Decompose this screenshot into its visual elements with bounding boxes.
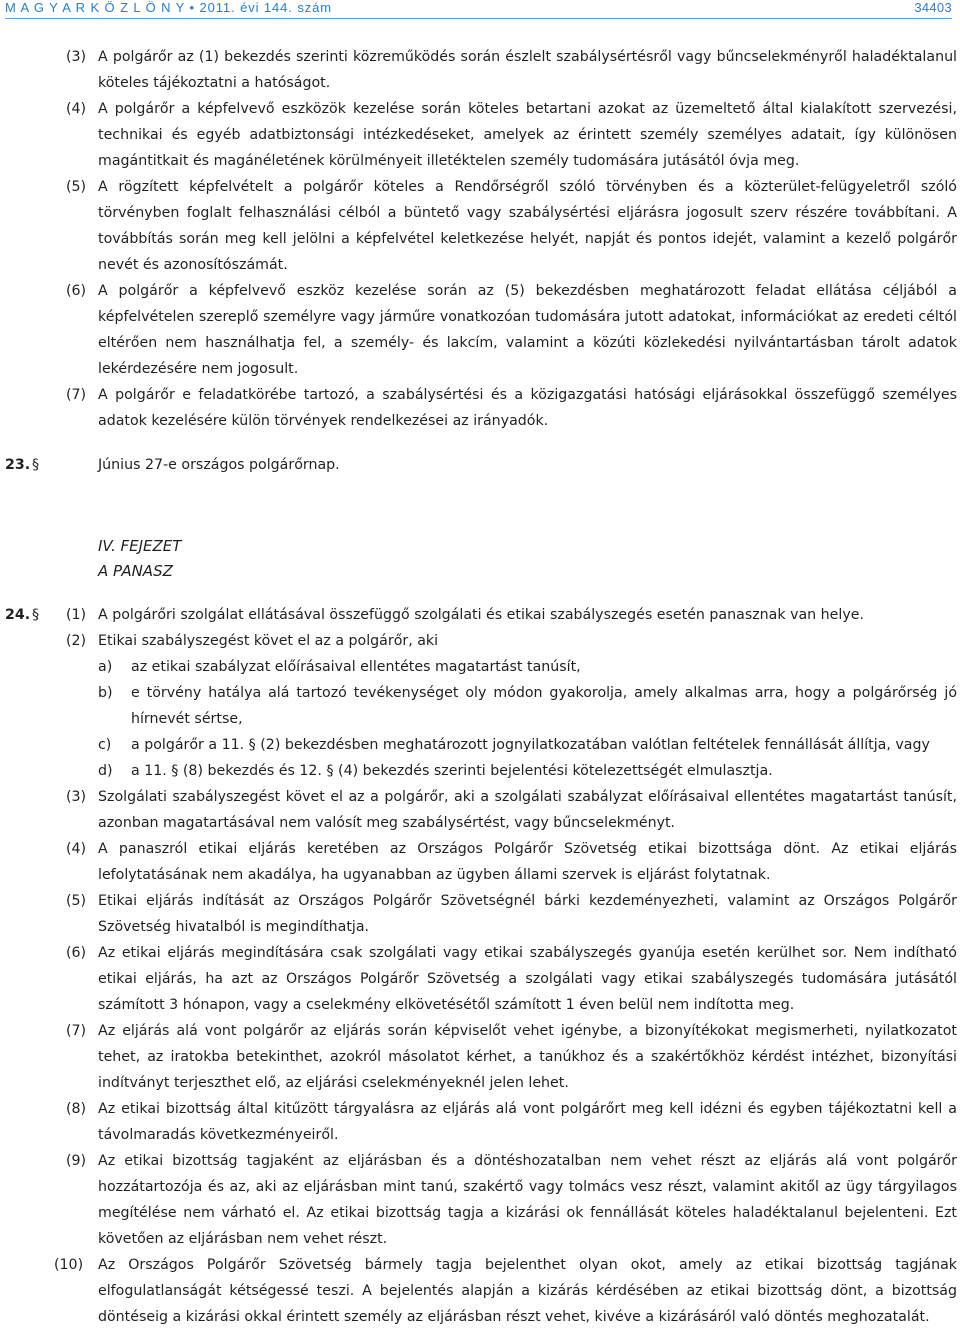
paragraph-text: A polgárőr a képfelvevő eszköz kezelése során az (5) bekezdésben meghatározott feladat ellátása céljából a képfelvételen szereplő személyre vagy járműre vonatkozóan tudomására jutott adatokat, információkat az eredeti céltól eltérően nem használhatja fel, a személy- és lakcím, valamint a közúti közlekedési nyilvántartásban tárolt adatok lekérdezésére nem jogosult. bbox=[98, 283, 957, 377]
paragraph-number: (1) bbox=[66, 607, 87, 623]
paragraph-text: A polgárőr a képfelvevő eszközök kezelése során köteles betartani azokat az üzemeltető által kialakított szervezési, technikai és egyéb adatbiztonsági intézkedéseket, amelyek az érintett személy személyes adatait, így különösen magántitkait és magánéletének körülményeit illetéktelen személy tudomására jutásától óvja meg. bbox=[98, 101, 957, 169]
chapter-title: A PANASZ bbox=[98, 562, 173, 580]
paragraph-7 bbox=[0, 382, 960, 434]
paragraph-8 bbox=[0, 1096, 960, 1148]
paragraph-text: Etikai eljárás indítását az Országos Polgárőr Szövetségnél bárki kezdeményezheti, valamint az Országos Polgárőr Szövetség hivatalból is megindíthatja. bbox=[98, 893, 957, 935]
list-item-c bbox=[0, 732, 960, 758]
paragraph-text: Az Országos Polgárőr Szövetség bármely tagja bejelenthet olyan okot, amely az etikai bizottság tagjának elfogulatlanságát kétségessé teszi. A bejelentés alapján a kizárás kérdésében az etikai bizottság dönt, a bizottság döntéseig a kizárási okkal érintett személy az eljárásban részt vehet, kivéve a kizárásáról való döntés meghozatalát. bbox=[98, 1257, 957, 1325]
section-text: Június 27-e országos polgárőrnap. bbox=[98, 457, 340, 473]
paragraph-number: (8) bbox=[66, 1101, 87, 1117]
section-sign: § bbox=[32, 607, 40, 623]
list-item-a bbox=[0, 654, 960, 680]
list-text: a 11. § (8) bekezdés és 12. § (4) bekezdés szerinti bejelentési kötelezettségét elmulasztja. bbox=[131, 763, 773, 779]
list-letter: c) bbox=[98, 737, 112, 753]
header-rule bbox=[5, 18, 952, 19]
paragraph-6 bbox=[0, 278, 960, 382]
paragraph-text: Az etikai bizottság által kitűzött tárgyalásra az eljárás alá vont polgárőrt meg kell idézni és egyben tájékoztatni kell a távolmaradás következményeiről. bbox=[98, 1101, 957, 1143]
list-text: e törvény hatálya alá tartozó tevékenységet oly módon gyakorolja, amely alkalmas arra, hogy a polgárőrség jó hírnevét sértse, bbox=[131, 685, 957, 727]
paragraph-number: (2) bbox=[66, 633, 87, 649]
list-letter: a) bbox=[98, 659, 113, 675]
paragraph-9 bbox=[0, 1148, 960, 1252]
paragraph-2 bbox=[0, 628, 960, 654]
list-text: a polgárőr a 11. § (2) bekezdésben meghatározott jognyilatkozatában valótlan feltételek fennállását állítja, vagy bbox=[131, 737, 930, 753]
paragraph-text: A rögzített képfelvételt a polgárőr köteles a Rendőrségről szóló törvényben és a közterület-felügyeletről szóló törvényben foglalt felhasználási célból a büntető vagy szabálysértési eljárásra jogosult szerv részére továbbítani. A továbbítás során meg kell jelölni a képfelvétel keletkezése helyét, napját és pontos idejét, valamint a kezelő polgárőr nevét és azonosítószámát. bbox=[98, 179, 957, 273]
page-number: 34403 bbox=[914, 0, 952, 15]
paragraph-number: (3) bbox=[66, 789, 87, 805]
list-letter: d) bbox=[98, 763, 113, 779]
paragraph-text: A polgárőr az (1) bekezdés szerinti közreműködés során észlelt szabálysértésről vagy bűncselekményről haladéktalanul köteles tájékoztatni a hatóságot. bbox=[98, 49, 957, 91]
publication-title: M A G Y A R K Ö Z L Ö N Y • 2011. évi 144. szám bbox=[5, 0, 332, 15]
list-letter: b) bbox=[98, 685, 113, 701]
paragraph-number: (7) bbox=[66, 1023, 87, 1039]
paragraph-text: Etikai szabályszegést követ el az a polgárőr, aki bbox=[98, 633, 439, 649]
paragraph-10 bbox=[0, 1252, 960, 1330]
list-text: az etikai szabályzat előírásaival ellentétes magatartást tanúsít, bbox=[131, 659, 581, 675]
section-23 bbox=[0, 452, 960, 478]
paragraph-text: A polgárőr e feladatkörébe tartozó, a szabálysértési és a közigazgatási hatósági eljárásokkal összefüggő személyes adatok kezelésére külön törvények rendelkezései az irányadók. bbox=[98, 387, 957, 429]
paragraph-number: (6) bbox=[66, 283, 87, 299]
chapter-number: IV. FEJEZET bbox=[98, 537, 182, 555]
paragraph-text: Az etikai eljárás megindítására csak szolgálati vagy etikai szabályszegés gyanúja esetén kerülhet sor. Nem indítható etikai eljárás, ha azt az Országos Polgárőr Szövetség a szolgálati vagy etikai szabályszegés tudomására jutásától számított 3 hónapon, vagy a cselekmény elkövetésétől számított 1 éven belül nem indította meg. bbox=[98, 945, 957, 1013]
paragraph-text: Szolgálati szabályszegést követ el az a polgárőr, aki a szolgálati szabályzat előírásaival ellentétes magatartást tanúsít, azonban magatartásával nem valósít meg szabálysértést, vagy bűncselekményt. bbox=[98, 789, 957, 831]
paragraph-5 bbox=[0, 174, 960, 278]
paragraph-number: (9) bbox=[66, 1153, 87, 1169]
paragraph-3 bbox=[0, 44, 960, 96]
paragraph-number: (4) bbox=[66, 841, 87, 857]
paragraph-3 bbox=[0, 784, 960, 836]
paragraph-6 bbox=[0, 940, 960, 1018]
paragraph-text: Az eljárás alá vont polgárőr az eljárás során képviselőt vehet igénybe, a bizonyítékokat megismerheti, nyilatkozatot tehet, az iratokba betekinthet, azokról másolatot kérhet, a tanúkhoz és a szakértőkhöz kérdést intézhet, bizonyítási indítványt terjeszthet elő, az eljárási cselekményeknél jelen lehet. bbox=[98, 1023, 957, 1091]
paragraph-number: (10) bbox=[54, 1257, 84, 1273]
paragraph-4 bbox=[0, 96, 960, 174]
paragraph-number: (3) bbox=[66, 49, 87, 65]
paragraph-number: (4) bbox=[66, 101, 87, 117]
list-item-d bbox=[0, 758, 960, 784]
paragraph-text: A polgárőri szolgálat ellátásával összefüggő szolgálati és etikai szabályszegés esetén panasznak van helye. bbox=[98, 607, 864, 623]
paragraph-text: A panaszról etikai eljárás keretében az Országos Polgárőr Szövetség etikai bizottsága dönt. Az etikai eljárás lefolytatásának nem akadálya, ha ugyanabban az ügyben állami szervek is eljárást folytatnak. bbox=[98, 841, 957, 883]
paragraph-text: Az etikai bizottság tagjaként az eljárásban és a döntéshozatalban nem vehet részt az eljárás alá vont polgárőr hozzátartozója és az, aki az eljárásban mint tanú, szakértő vagy tolmács vesz részt, valamint akitől az ügy tárgyilagos megítélése nem várható el. Az etikai bizottság tagja a kizárási ok fennállását köteles haladéktalanul bejelenteni. Ezt követően az eljárásban nem vehet részt. bbox=[98, 1153, 957, 1247]
document-body bbox=[0, 44, 960, 1330]
paragraph-number: (7) bbox=[66, 387, 87, 403]
paragraph-number: (5) bbox=[66, 179, 87, 195]
paragraph-4 bbox=[0, 836, 960, 888]
section-number: 24. bbox=[5, 607, 31, 623]
section-24 bbox=[0, 602, 960, 628]
paragraph-5 bbox=[0, 888, 960, 940]
section-number: 23. bbox=[5, 457, 31, 473]
list-item-b bbox=[0, 680, 960, 732]
paragraph-number: (6) bbox=[66, 945, 87, 961]
paragraph-7 bbox=[0, 1018, 960, 1096]
page-header bbox=[5, 0, 952, 16]
paragraph-number: (5) bbox=[66, 893, 87, 909]
section-sign: § bbox=[32, 457, 40, 473]
